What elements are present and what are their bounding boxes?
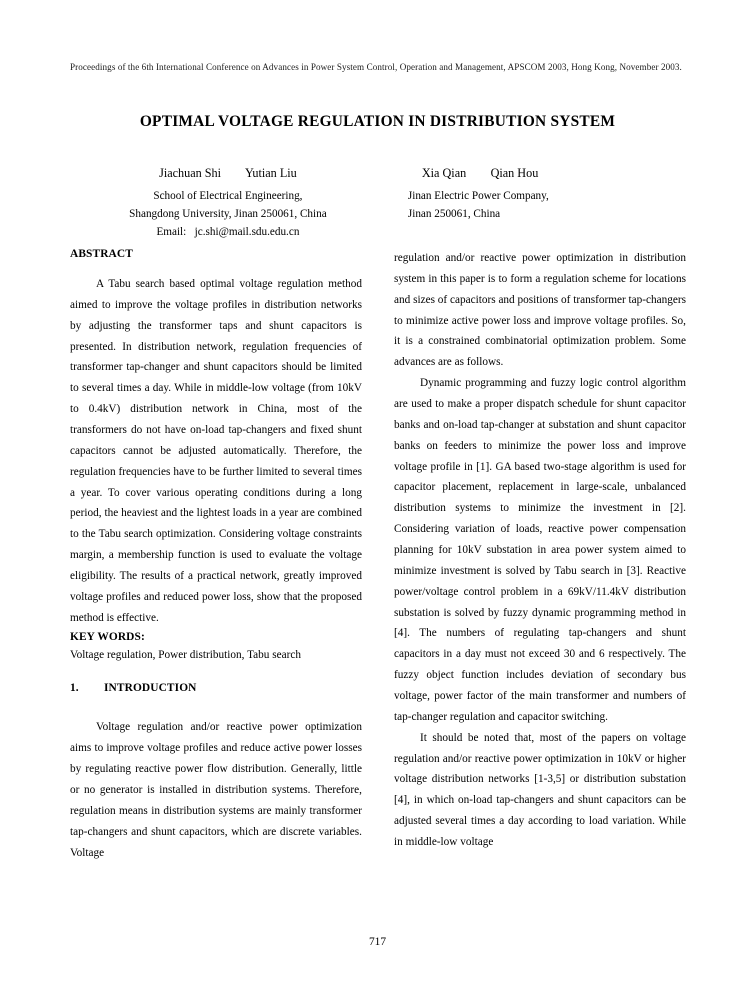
right-column (394, 248, 686, 863)
right-paragraph-3: It should be noted that, most of the papers on voltage regulation and/or reactive power optimization in 10kV or higher voltage distribution networks [1-3,5] or distribution substation [4], in which on-load tap-changers and shunt capacitors can be adjusted several times a day according to load variation. While in middle-low voltage (394, 731, 686, 849)
author-block-left (64, 164, 386, 241)
running-header: Proceedings of the 6th International Conference on Advances in Power System Control, Operation and Management, APSCOM 2003, Hong Kong, November 2003. (70, 62, 682, 72)
body-columns (70, 248, 686, 863)
author-names-left: Jiachuan Shi Yutian Liu (159, 166, 297, 180)
affiliation-left-line-1: School of Electrical Engineering, (153, 189, 303, 202)
authors-row (64, 164, 695, 241)
author-names-right: Xia Qian Qian Hou (421, 166, 539, 180)
page-number: 717 (368, 936, 387, 948)
introduction-heading (70, 682, 362, 694)
left-column (70, 248, 362, 863)
page-title: OPTIMAL VOLTAGE REGULATION IN DISTRIBUTION SYSTEM (139, 113, 616, 130)
abstract-paragraph: A Tabu search based optimal voltage regulation method aimed to improve the voltage profiles in distribution networks by adjusting the transformer taps and shunt capacitors is presented. In distribution network, regulation frequencies of transformer tap-changer and shunt capacitors should be limited to several times a day. While in middle-low voltage (from 10kV to 0.4kV) distribution network in China, most of the transformers do not have on-load tap-changers and fixed shunt capacitors cannot be adjusted automatically. Therefore, the regulation frequencies have to be further limited to several times a year. To cover various operating conditions during a long period, the heaviest and the lightest loads in a year are combined to the Tabu search optimization. Considering voltage constraints margin, a membership function is used to evaluate the voltage eligibility. The results of a practical network, greatly improved voltage profiles and reduced power loss, show that the proposed method is effective. (70, 278, 362, 624)
introduction-paragraph: Voltage regulation and/or reactive power optimization aims to improve voltage profiles and reduce active power losses by regulating reactive power flow distribution. Generally, little or no generator is installed in distribution systems. Therefore, regulation means in distribution systems are mainly transformer tap-changers and shunt capacitors, which are discrete variables. Voltage (70, 721, 362, 859)
author-block-right (386, 164, 695, 223)
introduction-section-number: 1. (70, 682, 79, 695)
affiliation-right-line-1: Jinan Electric Power Company, (407, 189, 549, 202)
keywords-text: Voltage regulation, Power distribution, Tabu search (70, 648, 301, 661)
right-paragraph-1: regulation and/or reactive power optimization in distribution system in this paper is to form a regulation scheme for locations and sizes of capacitors and positions of transformer tap-changers to minimize active power loss and improve voltage profiles. So, it is a constrained combinatorial optimization problem. Some advances are as follows. (394, 252, 686, 369)
right-paragraph-2: Dynamic programming and fuzzy logic control algorithm are used to make a proper dispatch schedule for shunt capacitor banks and on-load tap-changer at substation and shunt capacitor banks on feeders to minimize the power loss and improve voltage profile in [1]. GA based two-stage algorithm is used for capacitor placement, replacement in large-scale, unbalanced distribution systems to minimize the investment in [2]. Considering variation of loads, reactive power compensation planning for 10kV substation in area power system aimed to minimize investment is solved by Tabu search in [3]. Reactive power/voltage control problem in a 69kV/11.4kV distribution substation is solved by fuzzy dynamic programming method in [4]. The numbers of regulating tap-changers and shunt capacitors in a day must not exceed 30 and 6 respectively. The fuzzy object function includes deviation of secondary bus voltage, power factor of the main transformer and numbers of tap-changer regulation and capacitor switching. (394, 377, 686, 723)
keywords-heading: KEY WORDS: (70, 630, 145, 643)
introduction-section-label: INTRODUCTION (104, 682, 197, 695)
affiliation-left-line-2: Shangdong University, Jinan 250061, China (129, 207, 327, 220)
abstract-heading: ABSTRACT (70, 248, 133, 260)
affiliation-right-line-2: Jinan 250061, China (407, 207, 501, 220)
email-left: Email: jc.shi@mail.sdu.edu.cn (156, 226, 300, 239)
